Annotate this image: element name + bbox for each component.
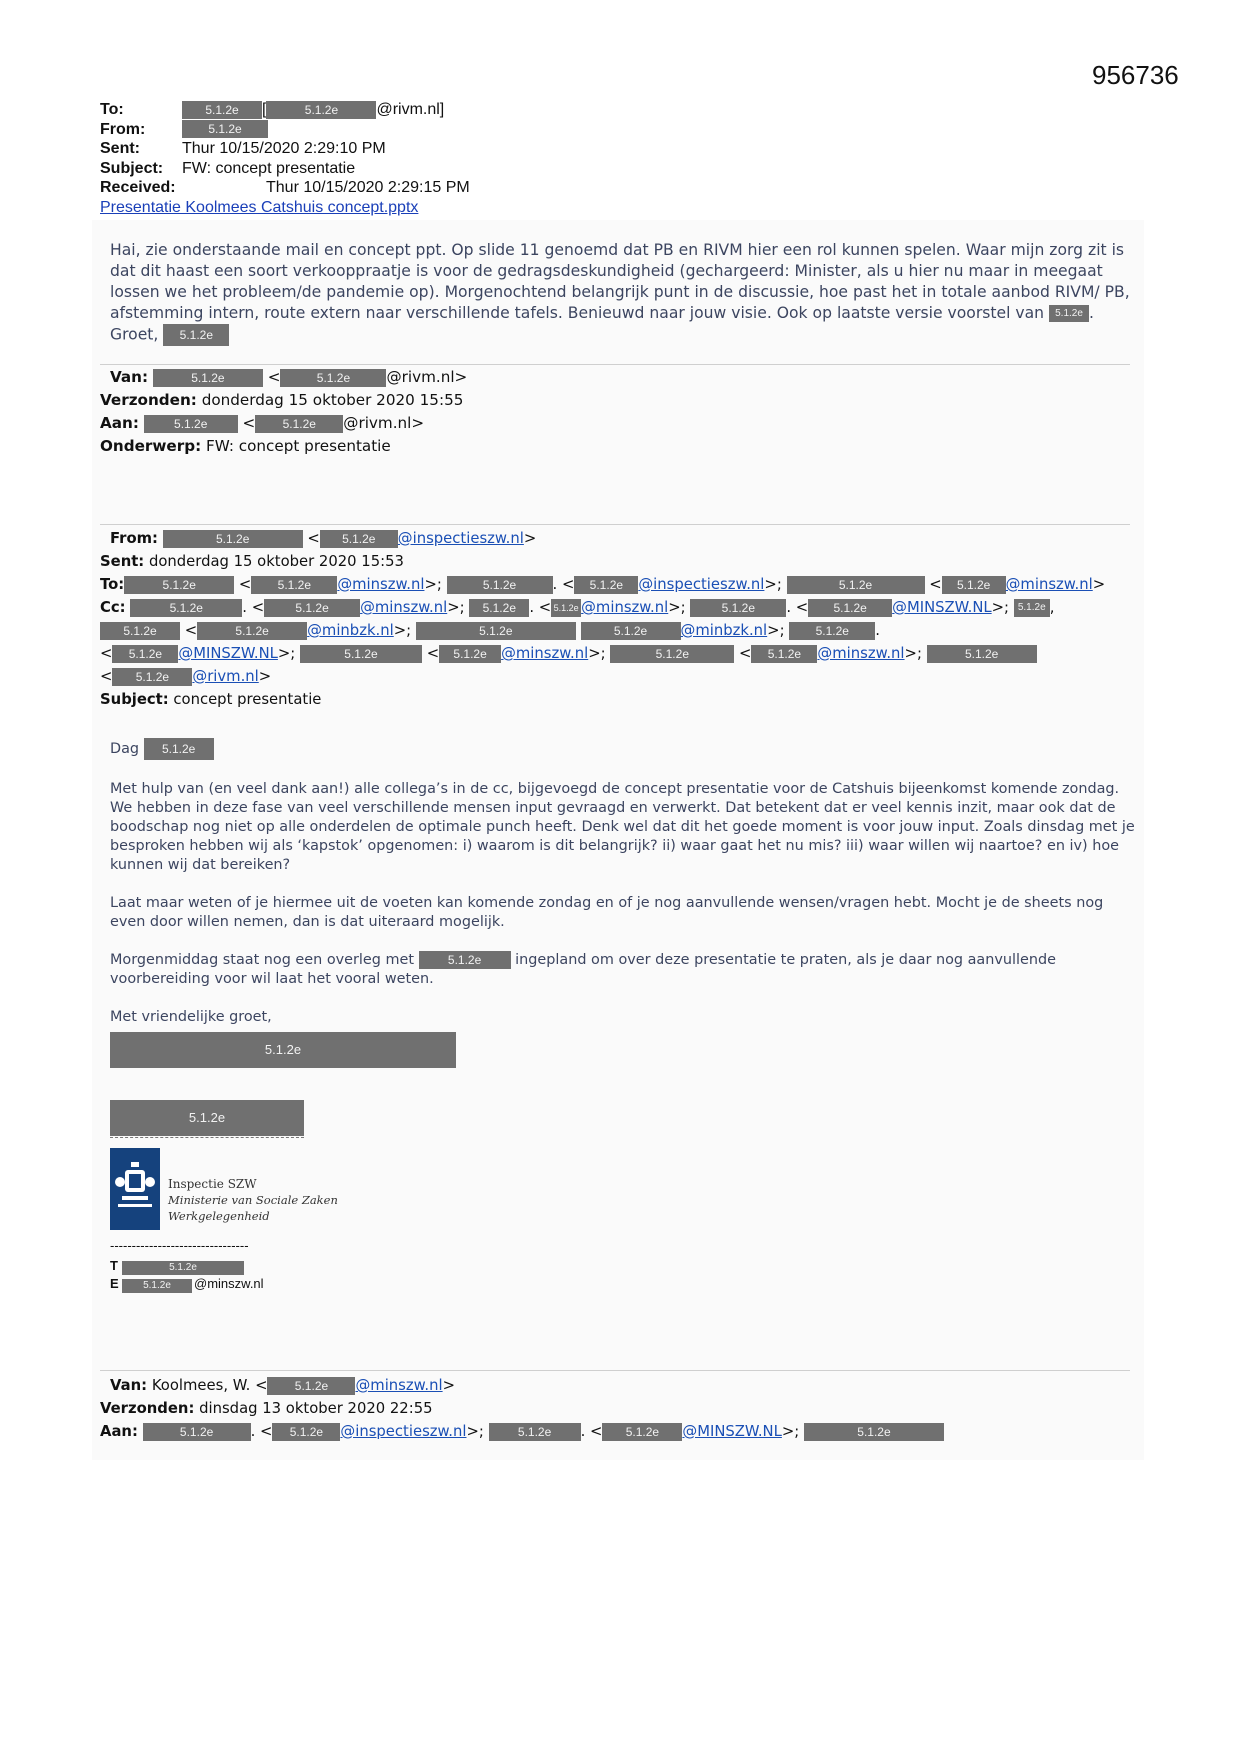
redaction-block: 5.1.2e bbox=[144, 738, 214, 760]
subject-row bbox=[100, 159, 470, 179]
sent-value: donderdag 15 oktober 2020 15:53 bbox=[148, 553, 404, 570]
redaction-block: 5.1.2e bbox=[153, 369, 263, 387]
greeting: Dag bbox=[110, 741, 140, 757]
cc-row-4: < 5.1.2e @rivm.nl> bbox=[100, 668, 272, 685]
redaction-block: 5.1.2e bbox=[267, 1377, 355, 1395]
redaction-block: 5.1.2e bbox=[551, 599, 581, 617]
email-link[interactable]: @minbzk.nl bbox=[307, 622, 394, 639]
separator bbox=[100, 1370, 1130, 1371]
intro-message bbox=[110, 240, 1130, 346]
redaction-block: 5.1.2e bbox=[163, 530, 303, 548]
received-row bbox=[100, 178, 470, 198]
onderwerp-row bbox=[100, 435, 467, 458]
attachment-row bbox=[100, 198, 470, 218]
subject-label: Subject: bbox=[100, 691, 169, 708]
redaction-block: 5.1.2e bbox=[574, 576, 638, 594]
sent-value: Thur 10/15/2020 2:29:10 PM bbox=[182, 140, 386, 157]
email-body bbox=[110, 738, 1140, 1046]
redaction-block: 5.1.2e bbox=[122, 1261, 244, 1275]
closing: Met vriendelijke groet, bbox=[110, 1009, 272, 1025]
subject-value: FW: concept presentatie bbox=[182, 159, 356, 177]
received-label: Received: bbox=[100, 179, 176, 196]
verzonden-label: Verzonden: bbox=[100, 1400, 195, 1417]
attachment-link[interactable]: Presentatie Koolmees Catshuis concept.pptx bbox=[100, 198, 419, 216]
redaction-block: 5.1.2e bbox=[112, 668, 192, 686]
to-row: To: 5.1.2e < 5.1.2e @minszw.nl>; 5.1.2e . < 5.1.2e @inspectieszw.nl>; 5.1.2e < 5.1.2e @minszw.nl> bbox=[100, 576, 1106, 593]
intro-closing: Groet, bbox=[110, 325, 159, 344]
forward-header-2 bbox=[100, 527, 1105, 711]
redaction-block: 5.1.2e bbox=[100, 622, 180, 640]
received-value: Thur 10/15/2020 2:29:15 PM bbox=[266, 179, 470, 196]
from-label: From: bbox=[100, 120, 146, 138]
redaction-block: 5.1.2e bbox=[255, 415, 343, 433]
redaction-block: 5.1.2e bbox=[469, 599, 529, 617]
email-link[interactable]: @minszw.nl bbox=[337, 576, 425, 593]
redaction-block: 5.1.2e bbox=[942, 576, 1006, 594]
period: . bbox=[1089, 304, 1094, 322]
subject-row bbox=[100, 688, 1105, 711]
email-link[interactable]: @minszw.nl bbox=[360, 599, 448, 616]
export-header bbox=[100, 100, 470, 217]
to-label: To: bbox=[100, 101, 124, 118]
verzonden-row bbox=[100, 389, 467, 412]
verzonden-row bbox=[100, 1397, 944, 1420]
cc-row-1: Cc: 5.1.2e . < 5.1.2e @minszw.nl>; 5.1.2e . < 5.1.2e @minszw.nl>; 5.1.2e . < 5.1.2e @MINSZW.NL>; 5.1.2e , bbox=[100, 599, 1055, 616]
bracket-text: [ bbox=[262, 101, 267, 118]
sent-label: Sent: bbox=[100, 553, 145, 570]
redaction-block: 5.1.2e bbox=[110, 1100, 304, 1136]
redaction-block: 5.1.2e bbox=[416, 622, 576, 640]
redaction-block: 5.1.2e bbox=[300, 645, 422, 663]
intro-text: Hai, zie onderstaande mail en concept ppt. Op slide 11 genoemd dat PB en RIVM hier een rol kunnen spelen. Waar mijn zorg zit is dat dit haast een soort verkooppraatje is voor de gedragsdeskundigheid (gechargeerd: Minister, als u hier nu maar in meegaat lossen we het probleem/de pandemie op). Morgenochtend belangrijk punt in de discussie, hoe past het in totale aanbod RIVM/ PB, afstemming intern, route extern naar verschillende tafels. Benieuwd naar jouw visie. Ook op laatste versie voorstel van bbox=[110, 241, 1130, 322]
onderwerp-label: Onderwerp: bbox=[100, 437, 202, 455]
redaction-block: 5.1.2e bbox=[122, 1279, 192, 1293]
subject-label: Subject: bbox=[100, 159, 164, 177]
redaction-block: 5.1.2e bbox=[419, 951, 511, 969]
email-link[interactable]: @MINSZW.NL bbox=[178, 645, 278, 662]
redaction-block: 5.1.2e bbox=[112, 645, 178, 663]
email-link[interactable]: @minszw.nl bbox=[501, 645, 589, 662]
from-row bbox=[100, 120, 470, 140]
email-link[interactable]: @minszw.nl bbox=[817, 645, 905, 662]
redaction-block: 5.1.2e bbox=[163, 324, 229, 346]
redaction-block: 5.1.2e bbox=[581, 622, 681, 640]
redaction-block: 5.1.2e bbox=[1014, 599, 1050, 617]
email-link[interactable]: @MINSZW.NL bbox=[682, 1423, 782, 1440]
redaction-block: 5.1.2e bbox=[690, 599, 786, 617]
redaction-block: 5.1.2e bbox=[927, 645, 1037, 663]
forward-header-1 bbox=[100, 366, 467, 458]
org-line2: Ministerie van Sociale Zaken en bbox=[168, 1193, 340, 1207]
redaction-block: 5.1.2e bbox=[251, 576, 337, 594]
redaction-block: 5.1.2e bbox=[751, 645, 817, 663]
verzonden-label: Verzonden: bbox=[100, 391, 197, 409]
redaction-block: 5.1.2e bbox=[789, 622, 875, 640]
redaction-block: 5.1.2e bbox=[197, 622, 307, 640]
redaction-block: 5.1.2e bbox=[182, 120, 268, 138]
redaction-block: 5.1.2e bbox=[489, 1423, 581, 1441]
redaction-block: 5.1.2e bbox=[272, 1423, 340, 1441]
signature-divider bbox=[110, 1137, 304, 1138]
verzonden-value: dinsdag 13 oktober 2020 22:55 bbox=[199, 1400, 433, 1417]
org-line3: Werkgelegenheid bbox=[168, 1209, 270, 1223]
sent-row bbox=[100, 139, 470, 159]
from-row: From: 5.1.2e < 5.1.2e @inspectieszw.nl> bbox=[110, 530, 537, 547]
separator bbox=[100, 524, 1130, 525]
cc-row-2: 5.1.2e < 5.1.2e @minbzk.nl>; 5.1.2e 5.1.2e @minbzk.nl>; 5.1.2e . bbox=[100, 619, 1105, 642]
redaction-block: 5.1.2e bbox=[787, 576, 925, 594]
t-label: T bbox=[110, 1258, 118, 1273]
redaction-block: 5.1.2e bbox=[602, 1423, 682, 1441]
e-suffix: @minszw.nl bbox=[194, 1276, 264, 1291]
redaction-block: 5.1.2e bbox=[808, 599, 892, 617]
email-link[interactable]: @inspectieszw.nl bbox=[397, 530, 524, 547]
redaction-block: 5.1.2e bbox=[320, 530, 398, 548]
verzonden-value: donderdag 15 oktober 2020 15:55 bbox=[201, 391, 464, 409]
onderwerp-value: FW: concept presentatie bbox=[205, 437, 391, 455]
paragraph-3-start: Morgenmiddag staat nog een overleg met bbox=[110, 952, 415, 968]
redaction-block: 5.1.2e bbox=[264, 599, 360, 617]
e-label: E bbox=[110, 1276, 119, 1291]
cc-row-3: < 5.1.2e @MINSZW.NL>; 5.1.2e < 5.1.2e @minszw.nl>; 5.1.2e < 5.1.2e @minszw.nl>; 5.1.2e bbox=[100, 642, 1105, 665]
coat-of-arms-icon bbox=[110, 1148, 340, 1230]
email-link[interactable]: @MINSZW.NL bbox=[892, 599, 992, 616]
to-label: To: bbox=[100, 576, 125, 593]
separator bbox=[100, 364, 1130, 365]
to-row bbox=[100, 100, 470, 120]
from-label: From: bbox=[110, 530, 158, 547]
greeting-line bbox=[110, 738, 1140, 760]
van-name: Koolmees, W. < bbox=[151, 1377, 268, 1394]
email-link[interactable]: @minszw.nl bbox=[581, 599, 669, 616]
van-label: Van: bbox=[110, 1377, 148, 1394]
cc-label: Cc: bbox=[100, 599, 126, 616]
redaction-block: 5.1.2e bbox=[144, 415, 238, 433]
redaction-block: 5.1.2e bbox=[439, 645, 501, 663]
aan-row: Aan: 5.1.2e . < 5.1.2e @inspectieszw.nl>; 5.1.2e . < 5.1.2e @MINSZW.NL>; 5.1.2e bbox=[100, 1420, 944, 1443]
email-link[interactable]: @inspectieszw.nl bbox=[340, 1423, 467, 1440]
aan-row: Aan: 5.1.2e < 5.1.2e @rivm.nl> bbox=[100, 414, 425, 432]
signature-dashes: -------------------------------- bbox=[110, 1238, 249, 1253]
sent-row bbox=[100, 550, 1105, 573]
email-link[interactable]: @minszw.nl bbox=[1005, 576, 1093, 593]
redaction-block: 5.1.2e bbox=[124, 576, 234, 594]
redaction-block: 5.1.2e bbox=[130, 599, 242, 617]
inspectie-szw-logo bbox=[110, 1148, 340, 1235]
forward-header-3 bbox=[100, 1374, 944, 1443]
document-id: 956736 bbox=[1092, 60, 1179, 90]
redaction-block: 5.1.2e bbox=[280, 369, 386, 387]
aan-label: Aan: bbox=[100, 414, 139, 432]
redaction-block: 5.1.2e bbox=[143, 1423, 251, 1441]
redaction-block: 5.1.2e bbox=[266, 101, 376, 119]
van-row: Van: 5.1.2e < 5.1.2e @rivm.nl> bbox=[110, 368, 468, 386]
redaction-block: 5.1.2e bbox=[447, 576, 553, 594]
paragraph-2: Laat maar weten of je hiermee uit de voeten kan komende zondag en of je nog aanvullende wensen/vragen hebt. Mocht je de sheets nog even door willen nemen, dan is dat uiteraard mogelijk. bbox=[110, 895, 1104, 930]
paragraph-1: Met hulp van (en veel dank aan!) alle collega’s in de cc, bijgevoegd de concept presentatie voor de Catshuis bijeenkomst komende zondag. We hebben in deze fase van veel verschillende mensen input gevraagd en verwerkt. Dat betekent dat er veel kennis inzit, maar ook dat de boodschap nog niet op alle onderdelen de optimale punch heeft. Denk wel dat dit het goede moment is voor jouw input. Zoals dinsdag met je besproken hebben wij als ‘kapstok’ opgenomen: i) waarom is dit belangrijk? ii) waar gaat het nu mis? iii) waar willen wij naartoe? en iv) hoe kunnen wij dat bereiken? bbox=[110, 781, 1135, 873]
van-suffix: @rivm.nl> bbox=[386, 368, 468, 386]
redaction-block: 5.1.2e bbox=[610, 645, 734, 663]
to-suffix: @rivm.nl] bbox=[376, 101, 445, 118]
van-label: Van: bbox=[110, 368, 149, 386]
email-link[interactable]: @rivm.nl bbox=[192, 668, 259, 685]
redaction-block: 5.1.2e bbox=[1049, 305, 1089, 322]
redaction-block: 5.1.2e bbox=[182, 101, 262, 119]
email-link[interactable]: @inspectieszw.nl bbox=[638, 576, 765, 593]
email-link[interactable]: @minbzk.nl bbox=[680, 622, 768, 639]
aan-suffix: @rivm.nl> bbox=[343, 414, 425, 432]
org-line1: Inspectie SZW bbox=[168, 1177, 257, 1191]
redaction-block: 5.1.2e bbox=[110, 1032, 456, 1068]
van-row: Van: Koolmees, W. < 5.1.2e @minszw.nl> bbox=[110, 1377, 456, 1394]
paragraph-3-end: ingepland om over deze presentatie te praten, als je daar nog aanvullende voorbereiding voor wil laat het vooral weten. bbox=[110, 952, 1056, 987]
subject-value: concept presentatie bbox=[173, 691, 322, 708]
aan-label: Aan: bbox=[100, 1423, 138, 1440]
redaction-block: 5.1.2e bbox=[804, 1423, 944, 1441]
paragraph-3 bbox=[110, 951, 1140, 989]
sent-label: Sent: bbox=[100, 140, 140, 157]
email-link[interactable]: @minszw.nl bbox=[355, 1377, 443, 1394]
